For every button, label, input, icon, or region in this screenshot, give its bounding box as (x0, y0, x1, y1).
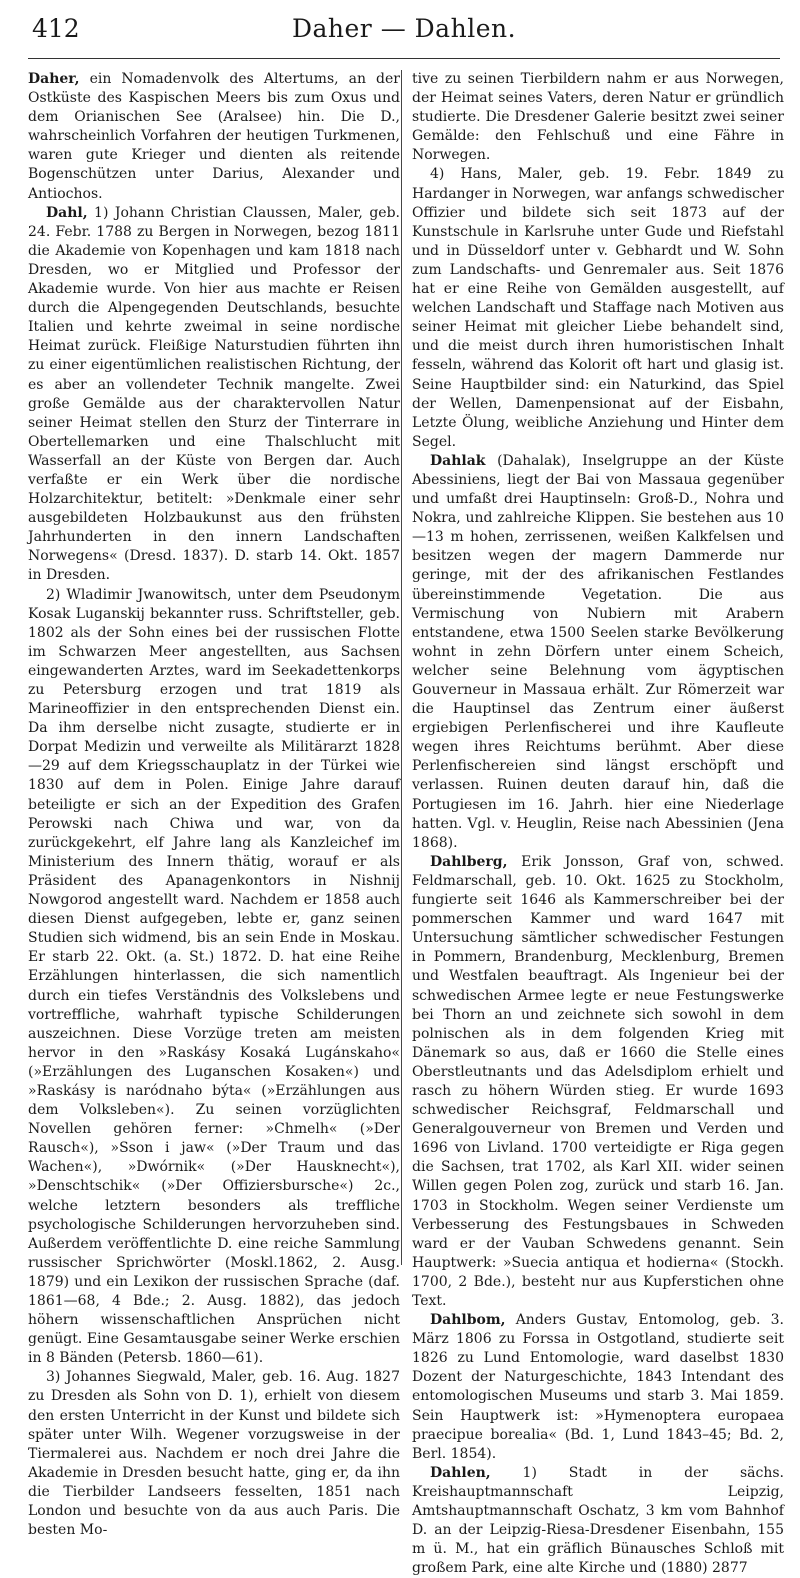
entry-text: 2) Wladimir Jwanowitsch, unter dem Pseudonym Kosak Luganskij bekannter russ. Schriftsteller, geb. 1802 als der Sohn eines bei der russischen Flotte im Schwarzen Meer angestellten, aus Sachsen eingewanderten Arztes, ward im Seekadettenkorps zu Petersburg erzogen und trat 1819 als Marineoffizier in den entsprechenden Dienst ein. Da ihm derselbe nicht zusagte, studierte er in Dorpat Medizin und verweilte als Militärarzt 1828—29 auf dem Kriegsschauplatz in der Türkei wie 1830 auf dem in Polen. Einige Jahre darauf beteiligte er sich an der Expedition des Grafen Perowski nach Chiwa und war, von da zurückgekehrt, elf Jahre lang als Kanzleichef im Ministerium des Innern thätig, worauf er als Präsident des Apanagenkontors in Nishnij Nowgorod angestellt ward. Nachdem er 1858 auch diesen Dienst aufgegeben, lebte er, ganz seinen Studien sich widmend, bis an sein Ende in Moskau. Er starb 22. Okt. (a. St.) 1872. D. hat eine Reihe Erzählungen hinterlassen, die sich namentlich durch ein tiefes Verständnis des Volkslebens und vortreffliche, wahrhaft typische Schilderungen auszeichnen. Diese Vorzüge treten am meisten hervor in den »Raskásy Kosaká Lugánskaho« (»Erzählungen des Luganschen Kosaken«) und »Raskásy is naródnaho býta« (»Erzählungen aus dem Volksleben«). Zu seinen vorzüglichten Novellen gehören ferner: »Chmelh« (»Der Rausch«), »Sson i jaw« (»Der Traum und das Wachen«), »Dwórnik« (»Der Hausknecht«), »Denschtschik« (»Der Offiziersbursche«) 2c., welche letztern besonders als treffliche psychologische Schilderungen hervorzuheben sind. Außerdem veröffentlichte D. eine reiche Sammlung russischer Sprichwörter (Moskl.1862, 2. Ausg. 1879) und ein Lexikon der russischen Sprache (daf. 1861—68, 4 Bde.; 2. Ausg. 1882), das jedoch höhern wissenschaftlichen Ansprüchen nicht genügt. Eine Gesamtausgabe seiner Werke erschien in 8 Bänden (Petersb. 1860—61). (28, 586, 400, 1367)
entry-text: 1) Stadt in der sächs. Kreishauptmannschaft Leipzig, Amtshauptmannschaft Oschatz, 3 km vom Bahnhof D. an der Leipzig-Riesa-Dresdener Eisenbahn, 155 m ü. M., hat ein gräflich Bünausches Schloß mit großem Park, eine alte Kirche und (1880) 2877 (412, 1464, 784, 1577)
page-number: 412 (32, 14, 80, 43)
entry-text: (Dahalak), Inselgruppe an der Küste Abessiniens, liegt der Bai von Massaua gegenüber und umfaßt drei Hauptinseln: Groß-D., Nohra und Nokra, und zahlreiche Klippen. Sie bestehen aus 10—13 m hohen, zerrissenen, weißen Kalkfelsen und besitzen wegen der magern Dammerde nur geringe, mit der des afrikanischen Festlandes übereinstimmende Vegetation. Die aus Vermischung von Nubiern mit Arabern entstandene, etwa 1500 Seelen starke Bevölkerung wohnt in zehn Dörfern unter einem Scheich, welcher seine Belehnung vom ägyptischen Gouverneur in Massaua erhält. Zur Römerzeit war die Hauptinsel das Zentrum einer äußerst ergiebigen Perlenfischerei und ihre Kaufleute wegen ihres Reichtums berühmt. Aber diese Perlenfischereien sind längst erschöpft und verlassen. Ruinen deuten darauf hin, daß die Portugiesen im 16. Jahrh. hier eine Niederlage hatten. Vgl. v. Heuglin, Reise nach Abessinien (Jena 1868). (412, 452, 784, 851)
entry-dahlen (412, 1464, 784, 1578)
column-divider (401, 70, 402, 1265)
running-head: Daher — Dahlen. (291, 14, 517, 43)
headword: Daher, (28, 71, 80, 87)
headword: Dahlberg, (430, 853, 508, 870)
left-column (28, 70, 400, 1539)
entry-dahl (28, 204, 400, 586)
headword: Dahlen, (430, 1464, 491, 1481)
entry-text: 4) Hans, Maler, geb. 19. Febr. 1849 zu Hardanger in Norwegen, war anfangs schwedischer Offizier und bildete sich seit 1873 auf der Kunstschule in Karlsruhe unter Gude und Riefstahl und in Düsseldorf unter v. Gebhardt und W. Sohn zum Landschafts- und Genremaler aus. Seit 1876 hat er eine Reihe von Gemälden ausgestellt, auf welchen Landschaft und Staffage nach Motiven aus seiner Heimat mit gleicher Liebe behandelt sind, und die meist durch ihren humoristischen Inhalt fesseln, während das Kolorit oft hart und glasig ist. Seine Hauptbilder sind: ein Naturkind, das Spiel der Wellen, Damenpensionat auf der Eisbahn, Letzte Ölung, weibliche Anziehung und Hinter dem Segel. (412, 166, 784, 450)
entry-dahlak (412, 452, 784, 853)
headword: Dahl, (46, 204, 88, 221)
entry-text: 1) Johann Christian Claussen, Maler, geb. 24. Febr. 1788 zu Bergen in Norwegen, bezog 1811 die Akademie von Kopenhagen und kam 1818 nach Dresden, wo er Mitglied und Professor der Akademie wurde. Von hier aus machte er Reisen durch die Alpengegenden Deutschlands, besuchte Italien und kehrte zweimal in seine nordische Heimat zurück. Fleißige Naturstudien führten ihn zu einer eigentümlichen realistischen Richtung, der es aber an vollendeter Technik mangelte. Zwei große Gemälde aus der charaktervollen Natur seiner Heimat stellen den Sturz der Tinterrare in Obertellemarken und eine Thalschlucht mit Wasserfall an der Küste von Bergen dar. Auch verfaßte er ein Werk über die nordische Holzarchitektur, betitelt: »Denkmale einer sehr ausgebildeten Holzbaukunst aus den frühsten Jahrhunderten in den innern Landschaften Norwegens« (Dresd. 1837). D. starb 14. Okt. 1857 in Dresden. (28, 204, 400, 584)
entry-text: ein Nomadenvolk des Altertums, an der Ostküste des Kaspischen Meers bis zum Oxus und dem Orianischen See (Aralsee) hin. Die D., wahrscheinlich Vorfahren der heutigen Turkmenen, waren gute Krieger und dienten als reitende Bogenschützen unter Darius, Alexander und Antiochos. (28, 71, 400, 202)
entry-dahl-3-cont (412, 70, 784, 165)
entry-daher (28, 70, 400, 204)
headword: Dahlbom, (430, 1312, 506, 1329)
entry-dahl-4 (412, 165, 784, 451)
page-header (28, 8, 780, 48)
entry-dahl-2 (28, 586, 400, 1369)
header-rule (28, 58, 780, 59)
entry-text: tive zu seinen Tierbildern nahm er aus Norwegen, der Heimat seines Vaters, deren Natur er gründlich studierte. Die Dresdener Galerie besitzt zwei seiner Gemälde: den Fehlschuß und eine Fähre in Norwegen. (412, 71, 784, 164)
entry-dahl-3 (28, 1368, 400, 1540)
entry-text: 3) Johannes Siegwald, Maler, geb. 16. Aug. 1827 zu Dresden als Sohn von D. 1), erhielt von diesem den ersten Unterricht in der Kunst und bildete sich später unter Wilh. Wegener vorzugsweise in der Tiermalerei aus. Nachdem er noch drei Jahre die Akademie in Dresden besucht hatte, ging er, da ihn die Tierbilder Landseers fesselten, 1851 nach London und besuchte von da aus auch Paris. Die besten Mo- (28, 1369, 400, 1539)
right-column (412, 70, 784, 1577)
entry-text: Anders Gustav, Entomolog, geb. 3. März 1806 zu Forssa in Ostgotland, studierte seit 1826 zu Lund Entomologie, ward daselbst 1830 Dozent der Naturgeschichte, 1843 Intendant des entomologischen Museums und starb 3. Mai 1859. Sein Hauptwerk ist: »Hymenoptera europaea praecipue borealia« (Bd. 1, Lund 1843–45; Bd. 2, Berl. 1854). (412, 1312, 784, 1462)
headword: Dahlak (430, 452, 486, 469)
entry-text: Erik Jonsson, Graf von, schwed. Feldmarschall, geb. 10. Okt. 1625 zu Stockholm, fungierte seit 1646 als Kammerschreiber bei der pommerschen Kammer und ward 1647 mit Untersuchung sämtlicher schwedischer Festungen in Pommern, Brandenburg, Mecklenburg, Bremen und Westfalen beauftragt. Als Ingenieur bei der schwedischen Armee legte er neue Festungswerke bei Thorn an und zeichnete sich sowohl in dem polnischen als in dem folgenden Krieg mit Dänemark so aus, daß er 1660 die Stelle eines Oberstleutnants und das Adelsdiplom erhielt und rasch zu höhern Würden stieg. Er wurde 1693 schwedischer Reichsgraf, Feldmarschall und Generalgouverneur von Bremen und Verden und 1696 von Livland. 1700 verteidigte er Riga gegen die Sachsen, trat 1702, als Karl XII. wider seinen Willen gegen Polen zog, zurück und starb 16. Jan. 1703 in Stockholm. Wegen seiner Verdienste um Verbesserung des Festungsbaues in Schweden ward er der Vauban Schwedens genannt. Sein Hauptwerk: »Suecia antiqua et hodierna« (Stockh. 1700, 2 Bde.), besteht nur aus Kupferstichen ohne Text. (412, 853, 784, 1309)
entry-dahlberg (412, 853, 784, 1311)
entry-dahlbom (412, 1311, 784, 1464)
